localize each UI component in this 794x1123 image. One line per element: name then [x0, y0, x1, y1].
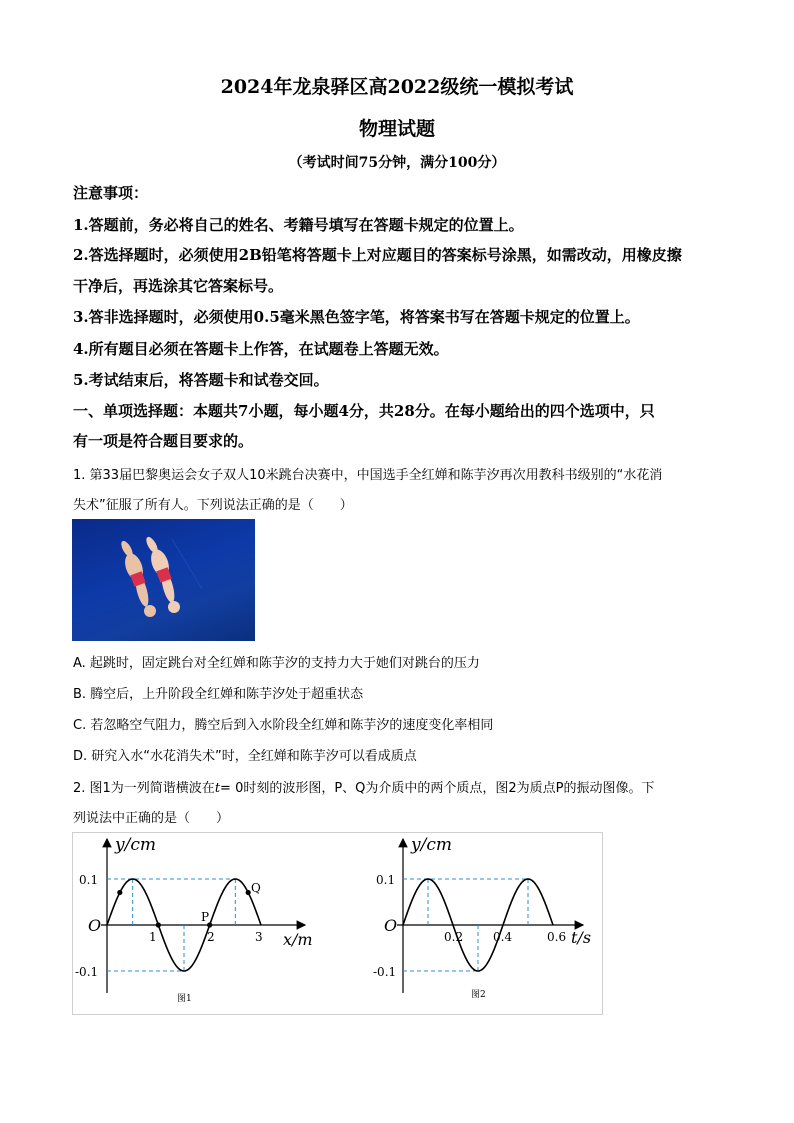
question-2-stem-part-b: = 0时刻的波形图，P、Q为介质中的两个质点，图2为质点P的振动图像。下 — [220, 781, 655, 796]
fig1-caption: 图1 — [177, 994, 192, 1004]
fig1-marked-point — [156, 922, 161, 927]
fig2-ytick-bottom: -0.1 — [373, 965, 397, 979]
question-1-stem: 1. 第33届巴黎奥运会女子双人10米跳台决赛中，中国选手全红婵和陈芋汐再次用教科书级别的“水花消 — [73, 468, 663, 483]
fig2-xtick-3: 0.6 — [547, 930, 567, 944]
fig1-point-q-label: Q — [251, 881, 261, 895]
fig1-point-p-label: P — [201, 910, 210, 924]
question-2-stem-cont: 列说法中正确的是（ ） — [73, 811, 230, 826]
section-heading-cont: 有一项是符合题目要求的。 — [73, 432, 254, 450]
fig2-y-label: y/cm — [411, 835, 452, 855]
question-1-stem-cont: 失术”征服了所有人。下列说法正确的是（ ） — [73, 498, 353, 513]
fig1-x-label: x/m — [283, 930, 313, 949]
fig1-y-label: y/cm — [115, 835, 156, 855]
fig1-origin: O — [88, 916, 102, 935]
question-1-option-c: C. 若忽略空气阻力，腾空后到入水阶段全红婵和陈芋汐的速度变化率相同 — [73, 718, 494, 733]
note-item: 2.答选择题时，必须使用2B铅笔将答题卡上对应题目的答案标号涂黑，如需改动，用橡皮擦 — [73, 246, 682, 264]
fig2-caption: 图2 — [471, 990, 486, 1000]
exam-title: 2024年龙泉驿区高2022级统一模拟考试 — [220, 76, 574, 98]
diving-photo — [72, 519, 255, 641]
fig1-xtick-1: 1 — [149, 930, 157, 944]
fig2-x-label: t/s — [571, 928, 592, 947]
figure-1 — [75, 835, 313, 1004]
fig2-ytick-top: 0.1 — [376, 873, 396, 887]
fig2-origin: O — [384, 916, 398, 935]
note-item: 干净后，再选涂其它答案标号。 — [73, 277, 284, 295]
notes-heading: 注意事项： — [73, 184, 149, 202]
fig1-ytick-top: 0.1 — [79, 873, 99, 887]
note-item: 5.考试结束后，将答题卡和试卷交回。 — [73, 371, 329, 389]
note-item: 1.答题前，务必将自己的姓名、考籍号填写在答题卡规定的位置上。 — [73, 216, 524, 234]
note-item: 3.答非选择题时，必须使用0.5毫米黑色签字笔，将答案书写在答题卡规定的位置上。 — [73, 308, 640, 326]
fig1-ytick-bottom: -0.1 — [75, 965, 99, 979]
fig1-xtick-2: 2 — [207, 930, 215, 944]
fig2-xtick-1: 0.2 — [444, 930, 464, 944]
fig1-xtick-3: 3 — [255, 930, 263, 944]
question-1-option-a: A. 起跳时，固定跳台对全红婵和陈芋汐的支持力大于她们对跳台的压力 — [73, 656, 480, 671]
subject-title: 物理试题 — [358, 118, 435, 140]
question-1-option-b: B. 腾空后，上升阶段全红婵和陈芋汐处于超重状态 — [73, 687, 364, 702]
question-2-stem — [73, 777, 655, 796]
figure-2 — [373, 835, 591, 1000]
time-note: （考试时间75分钟，满分100分） — [288, 155, 506, 171]
question-2-stem-part-a: 2. 图1为一列简谐横波在 — [73, 781, 215, 796]
note-item: 4.所有题目必须在答题卡上作答，在试题卷上答题无效。 — [73, 340, 449, 358]
wave-figures — [72, 832, 603, 1015]
time-variable: t — [214, 781, 221, 796]
fig2-xtick-2: 0.4 — [493, 930, 513, 944]
question-1-option-d: D. 研究入水“水花消失术”时，全红婵和陈芋汐可以看成质点 — [73, 749, 417, 764]
fig1-point-q — [246, 890, 251, 895]
fig1-marked-point — [117, 890, 122, 895]
section-heading: 一、单项选择题：本题共7小题，每小题4分，共28分。在每小题给出的四个选项中，只 — [73, 402, 655, 420]
